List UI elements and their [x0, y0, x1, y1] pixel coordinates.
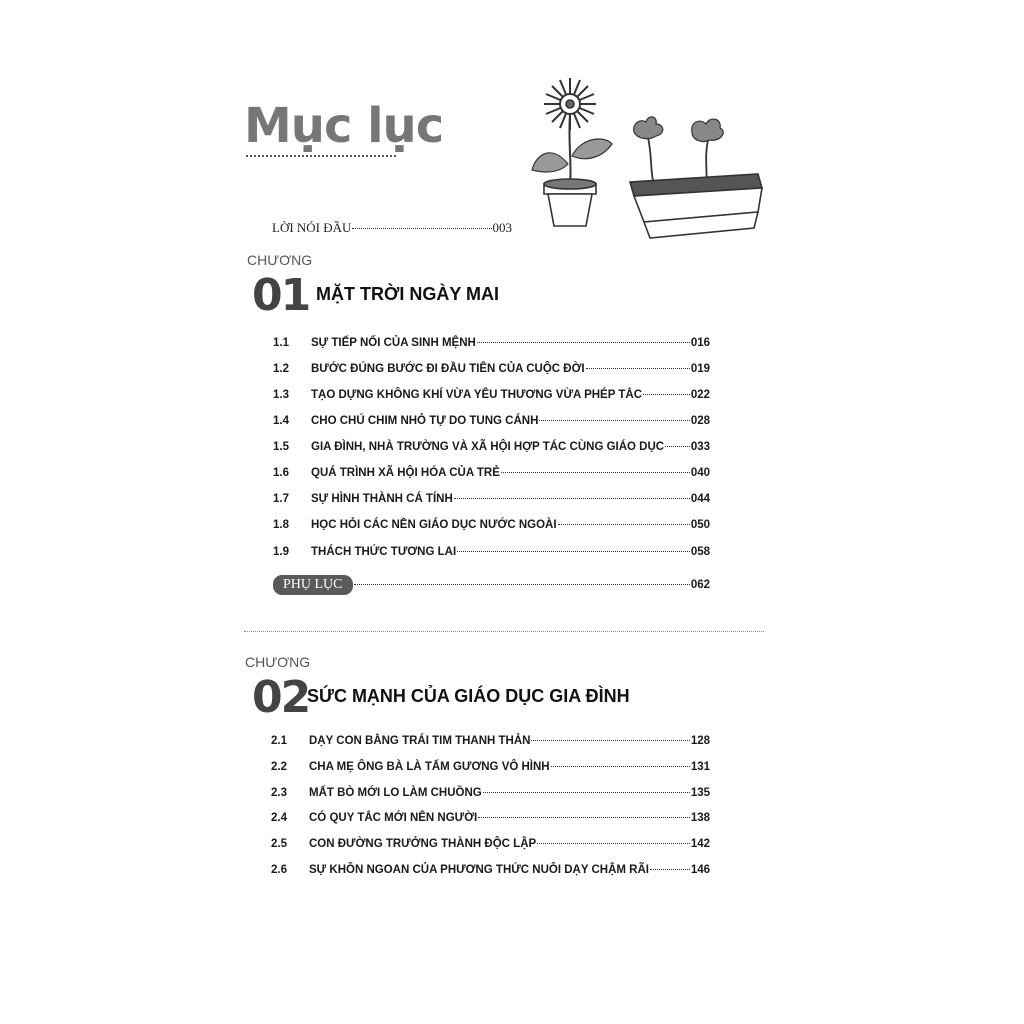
- section-number: 1.5: [273, 441, 289, 453]
- section-number: 1.8: [273, 519, 289, 531]
- dot-leader: [483, 792, 690, 793]
- chapter-title: MẶT TRỜI NGÀY MAI: [316, 284, 500, 304]
- dot-leader: [501, 472, 690, 473]
- section-title: SỰ TIẾP NỐI CỦA SINH MỆNH: [311, 337, 476, 349]
- section-title: CHA MẸ ÔNG BÀ LÀ TẤM GƯƠNG VÔ HÌNH: [309, 761, 550, 773]
- page-title: Mục lục: [244, 98, 444, 154]
- section-title: SỰ KHÔN NGOAN CỦA PHƯƠNG THỨC NUÔI DẠY CHẬM RÃI: [309, 864, 649, 876]
- dot-leader: [551, 766, 690, 767]
- section-title: BƯỚC ĐÚNG BƯỚC ĐI ĐẦU TIÊN CỦA CUỘC ĐỜI: [311, 363, 585, 375]
- title-underline: [246, 155, 396, 157]
- section-title: QUÁ TRÌNH XÃ HỘI HÓA CỦA TRẺ: [311, 467, 500, 479]
- toc-row[interactable]: [273, 519, 710, 531]
- foreword-label: LỜI NÓI ĐẦU: [272, 220, 352, 235]
- dot-leader: [539, 420, 689, 421]
- dot-leader: [586, 368, 690, 369]
- section-page: 146: [690, 864, 710, 876]
- section-number: 1.6: [273, 467, 289, 479]
- section-title: HỌC HỎI CÁC NỀN GIÁO DỤC NƯỚC NGOÀI: [311, 519, 557, 531]
- toc-row[interactable]: [271, 864, 710, 876]
- section-number: 1.4: [273, 415, 289, 427]
- chapter-number: 01: [252, 270, 310, 321]
- dot-leader: [643, 394, 690, 395]
- section-title: THÁCH THỨC TƯƠNG LAI: [311, 546, 457, 558]
- section-page: 050: [690, 519, 710, 531]
- section-title: MẤT BÒ MỚI LO LÀM CHUỒNG: [309, 787, 482, 799]
- section-page: 142: [690, 838, 710, 850]
- chapter-label: CHƯƠNG: [247, 252, 313, 268]
- toc-row[interactable]: [273, 467, 710, 479]
- potted-flowers-icon: [522, 74, 772, 244]
- foreword-entry[interactable]: [272, 220, 512, 236]
- section-page: 022: [690, 389, 710, 401]
- section-number: 2.3: [271, 787, 287, 799]
- dot-leader: [454, 498, 690, 499]
- toc-row[interactable]: [273, 337, 710, 349]
- section-page: 040: [690, 467, 710, 479]
- section-page: 016: [690, 337, 710, 349]
- section-title: TẠO DỰNG KHÔNG KHÍ VỪA YÊU THƯƠNG VỪA PHÉP TẮC: [311, 389, 643, 401]
- appendix-row[interactable]: [273, 575, 710, 595]
- section-title: CHO CHÚ CHIM NHỎ TỰ DO TUNG CÁNH: [311, 415, 539, 427]
- section-number: 2.4: [271, 812, 287, 824]
- appendix-page: 062: [690, 579, 710, 591]
- section-page: 058: [690, 546, 710, 558]
- toc-row[interactable]: [273, 441, 710, 453]
- section-page: 028: [690, 415, 710, 427]
- section-title: CÓ QUY TẮC MỚI NÊN NGƯỜI: [309, 812, 478, 824]
- section-page: 131: [690, 761, 710, 773]
- section-page: 138: [690, 812, 710, 824]
- toc-row[interactable]: [273, 546, 710, 558]
- dot-leader: [665, 446, 690, 447]
- toc-row[interactable]: [273, 493, 710, 505]
- section-number: 1.2: [273, 363, 289, 375]
- section-number: 2.5: [271, 838, 287, 850]
- section-title: GIA ĐÌNH, NHÀ TRƯỜNG VÀ XÃ HỘI HỢP TÁC CÙNG GIÁO DỤC: [311, 441, 665, 453]
- chapter-label: CHƯƠNG: [245, 654, 311, 670]
- dot-leader: [558, 524, 690, 525]
- section-number: 1.7: [273, 493, 289, 505]
- toc-row[interactable]: [273, 415, 710, 427]
- dot-leader: [354, 584, 690, 585]
- section-number: 1.9: [273, 546, 289, 558]
- dot-leader: [531, 740, 689, 741]
- toc-row[interactable]: [271, 761, 710, 773]
- chapter-number: 02: [252, 672, 310, 723]
- section-page: 019: [690, 363, 710, 375]
- toc-row[interactable]: [271, 838, 710, 850]
- flower-box-icon: [630, 117, 762, 238]
- dot-leader: [478, 817, 690, 818]
- chapter-divider: [244, 631, 764, 632]
- dot-leader: [457, 551, 690, 552]
- section-page: 033: [690, 441, 710, 453]
- toc-row[interactable]: [273, 363, 710, 375]
- dot-leader: [537, 843, 690, 844]
- section-page: 044: [690, 493, 710, 505]
- sunflower-icon: [532, 78, 612, 226]
- appendix-badge: PHỤ LỤC: [273, 575, 353, 595]
- dot-leader: [352, 228, 491, 229]
- foreword-page: 003: [492, 220, 512, 235]
- section-number: 2.2: [271, 761, 287, 773]
- section-page: 135: [690, 787, 710, 799]
- section-title: SỰ HÌNH THÀNH CÁ TÍNH: [311, 493, 453, 505]
- section-page: 128: [690, 735, 710, 747]
- toc-row[interactable]: [271, 812, 710, 824]
- dot-leader: [650, 869, 690, 870]
- section-number: 2.1: [271, 735, 287, 747]
- section-title: CON ĐƯỜNG TRƯỞNG THÀNH ĐỘC LẬP: [309, 838, 537, 850]
- toc-row[interactable]: [271, 787, 710, 799]
- section-number: 1.3: [273, 389, 289, 401]
- section-number: 1.1: [273, 337, 289, 349]
- toc-row[interactable]: [271, 735, 710, 747]
- dot-leader: [477, 342, 690, 343]
- toc-row[interactable]: [273, 389, 710, 401]
- chapter-title: SỨC MẠNH CỦA GIÁO DỤC GIA ĐÌNH: [307, 686, 630, 706]
- section-title: DẠY CON BẰNG TRÁI TIM THANH THẢN: [309, 735, 531, 747]
- section-number: 2.6: [271, 864, 287, 876]
